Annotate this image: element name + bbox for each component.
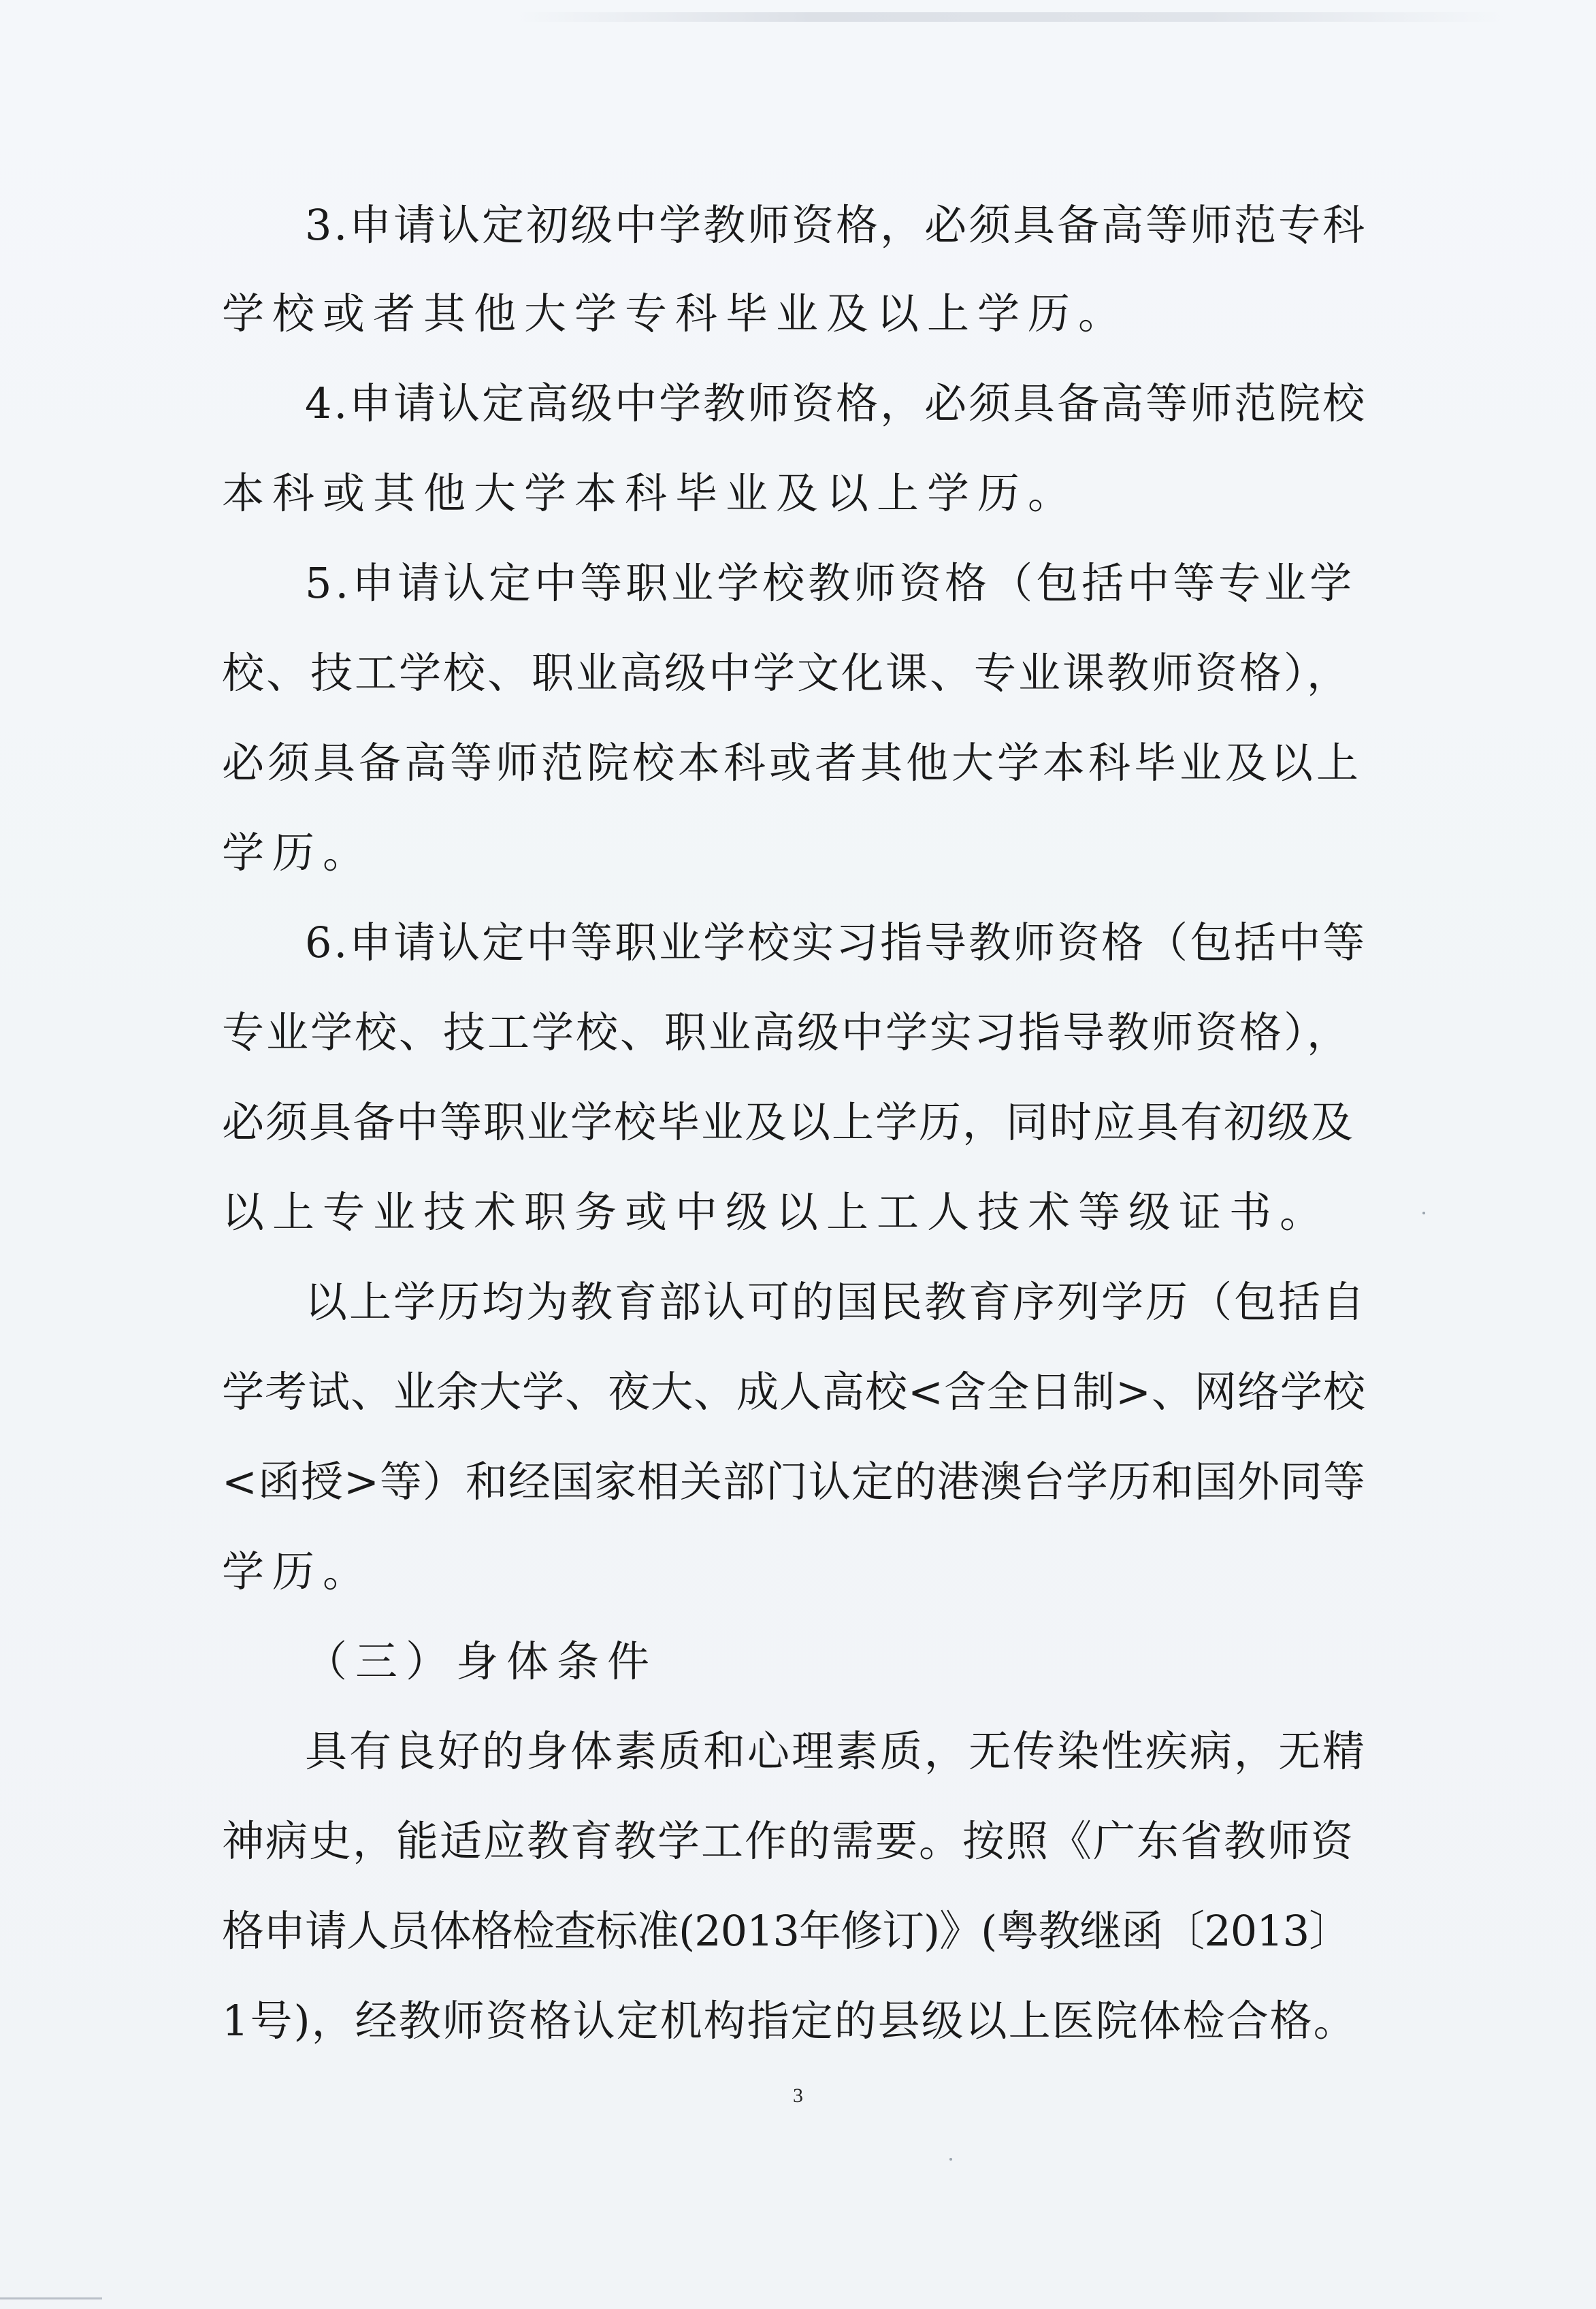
scan-edge-line: [0, 2297, 102, 2299]
paragraph-line: 学历。: [222, 828, 374, 877]
scan-speck: [949, 2158, 952, 2161]
paragraph-line: 神病史，能适应教育教学工作的需要。按照《广东省教师资: [222, 1816, 1355, 1866]
paragraph-line: 学考试、业余大学、夜大、成人高校<含全日制>、网络学校: [222, 1367, 1366, 1417]
paragraph-line: 本科或其他大学本科毕业及以上学历。: [222, 468, 1079, 518]
paragraph-line: 5.申请认定中等职业学校教师资格（包括中等专业学: [305, 558, 1356, 608]
paragraph-line: 具有良好的身体素质和心理素质，无传染性疾病，无精: [305, 1726, 1367, 1776]
paragraph-line: 格申请人员体格检查标准(2013年修订)》(粤教继函〔2013〕: [222, 1906, 1351, 1956]
paragraph-line: 6.申请认定中等职业学校实习指导教师资格（包括中等: [305, 918, 1367, 967]
paragraph-line: 必须具备中等职业学校毕业及以上学历，同时应具有初级及: [222, 1097, 1355, 1147]
paragraph-line: 4.申请认定高级中学教师资格，必须具备高等师范院校: [305, 378, 1367, 428]
paragraph-line: <函授>等）和经国家相关部门认定的港澳台学历和国外同等: [222, 1457, 1366, 1506]
scan-artifact: [517, 12, 1504, 22]
section-heading: （三）身体条件: [305, 1636, 658, 1686]
scan-speck: [1422, 1212, 1425, 1214]
paragraph-line: 以上专业技术职务或中级以上工人技术等级证书。: [222, 1187, 1331, 1237]
paragraph-line: 以上学历均为教育部认可的国民教育序列学历（包括自: [305, 1277, 1367, 1327]
paragraph-line: 学校或者其他大学专科毕业及以上学历。: [222, 289, 1129, 338]
page-number: 3: [793, 2084, 803, 2107]
paragraph-line: 必须具备高等师范院校本科或者其他大学本科毕业及以上: [222, 738, 1363, 788]
paragraph-line: 学历。: [222, 1547, 374, 1596]
paragraph-line: 专业学校、技工学校、职业高级中学实习指导教师资格），: [222, 1007, 1352, 1057]
paragraph-line: 1号)，经教师资格认定机构指定的县级以上医院体检合格。: [222, 1996, 1357, 2046]
paragraph-line: 校、技工学校、职业高级中学文化课、专业课教师资格），: [222, 648, 1352, 698]
paragraph-line: 3.申请认定初级中学教师资格，必须具备高等师范专科: [305, 200, 1367, 250]
